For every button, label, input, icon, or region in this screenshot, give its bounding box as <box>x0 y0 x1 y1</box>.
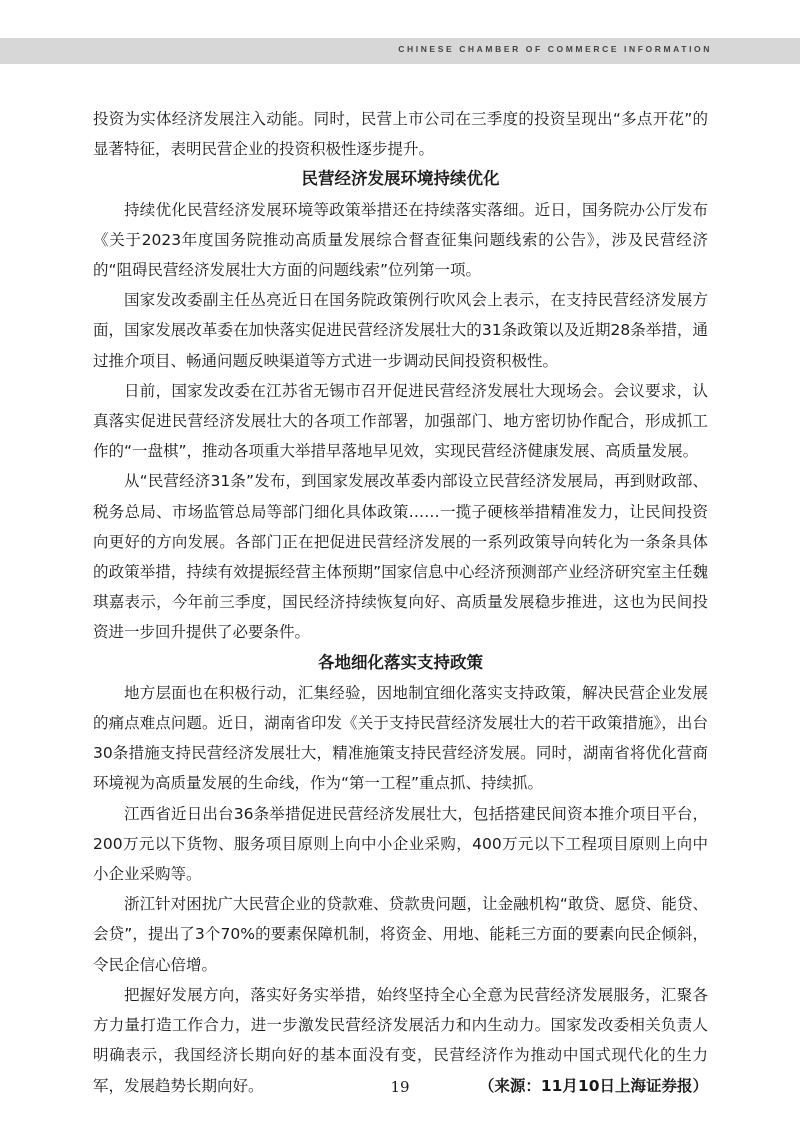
publication-header: CHINESE CHAMBER OF COMMERCE INFORMATION <box>398 44 712 54</box>
paragraph-ndrc-statement: 国家发改委副主任丛亮近日在国务院政策例行吹风会上表示，在支持民营经济发展方面，国家发展改革委在加快落实促进民营经济发展壮大的31条政策以及近期28条举措，通过推介项目、畅通问题反映渠道等方式进一步调动民间投资积极性。 <box>93 291 708 370</box>
paragraph-wuxi-meeting: 日前，国家发改委在江苏省无锡市召开促进民营经济发展壮大现场会。会议要求，认真落实促进民营经济发展壮大的各项工作部署，加强部门、地方密切协作配合，形成抓工作的“一盘棋”，推动各项重大举措早落地早见效，实现民营经济健康发展、高质量发展。 <box>93 381 708 461</box>
paragraph-jiangxi: 江西省近日出台36条举措促进民营经济发展壮大，包括搭建民间资本推介项目平台，200万元以下货物、服务项目原则上向中小企业采购，400万元以下工程项目原则上向中小企业采购等。 <box>93 804 708 884</box>
paragraph-policy-notice: 持续优化民营经济发展环境等政策举措还在持续落实落细。近日，国务院办公厅发布《关于2023年度国务院推动高质量发展综合督查征集问题线索的公告》，涉及民营经济的“阻碍民营经济发展壮大方面的问题线索”位列第一项。 <box>93 200 708 280</box>
section-heading-environment: 民营经济发展环境持续优化 <box>301 169 500 189</box>
paragraph-zhejiang: 浙江针对困扰广大民营企业的贷款难、贷款贵问题，让金融机构“敢贷、愿贷、能贷、会贷”，提出了3个70%的要素保障机制，将资金、用地、能耗三方面的要素向民企倾斜，令民企信心倍增。 <box>93 895 708 974</box>
paragraph-continuation: 投资为实体经济发展注入动能。同时，民营上市公司在三季度的投资呈现出“多点开花”的显著特征，表明民营企业的投资积极性逐步提升。 <box>93 110 708 159</box>
paragraph-hunan: 地方层面也在积极行动，汇集经验，因地制宜细化落实支持政策，解决民营企业发展的痛点难点问题。近日，湖南省印发《关于支持民营经济发展壮大的若干政策措施》，出台30条措施支持民营经济发展壮大，精准施策支持民营经济发展。同时，湖南省将优化营商环境视为高质量发展的生命线，作为“第一工程”重点抓、持续抓。 <box>93 683 708 793</box>
source-citation: （来源：11月10日上海证券报） <box>478 1076 708 1095</box>
article-body <box>93 104 708 1101</box>
page-number: 19 <box>390 1078 410 1096</box>
paragraph-conclusion: 把握好发展方向，落实好务实举措，始终坚持全心全意为民营经济发展服务，汇聚各方力量打造工作合力，进一步激发民营经济发展活力和内生动力。国家发改委相关负责人明确表示，我国经济长期向好的基本面没有变，民营经济作为推动中国式现代化的生力军，发展趋势长期向好。 <box>93 985 708 1095</box>
section-heading-local-policies: 各地细化落实支持政策 <box>318 652 483 672</box>
paragraph-31-measures: 从“民营经济31条”发布，到国家发展改革委内部设立民营经济发展局，再到财政部、税务总局、市场监管总局等部门细化具体政策……一揽子硬核举措精准发力，让民间投资向更好的方向发展。各部门正在把促进民营经济发展的一系列政策导向转化为一条条具体的政策举措，持续有效提振经营主体预期”国家信息中心经济预测部产业经济研究室主任魏琪嘉表示，今年前三季度，国民经济持续恢复向好、高质量发展稳步推进，这也为民间投资进一步回升提供了必要条件。 <box>93 472 708 642</box>
